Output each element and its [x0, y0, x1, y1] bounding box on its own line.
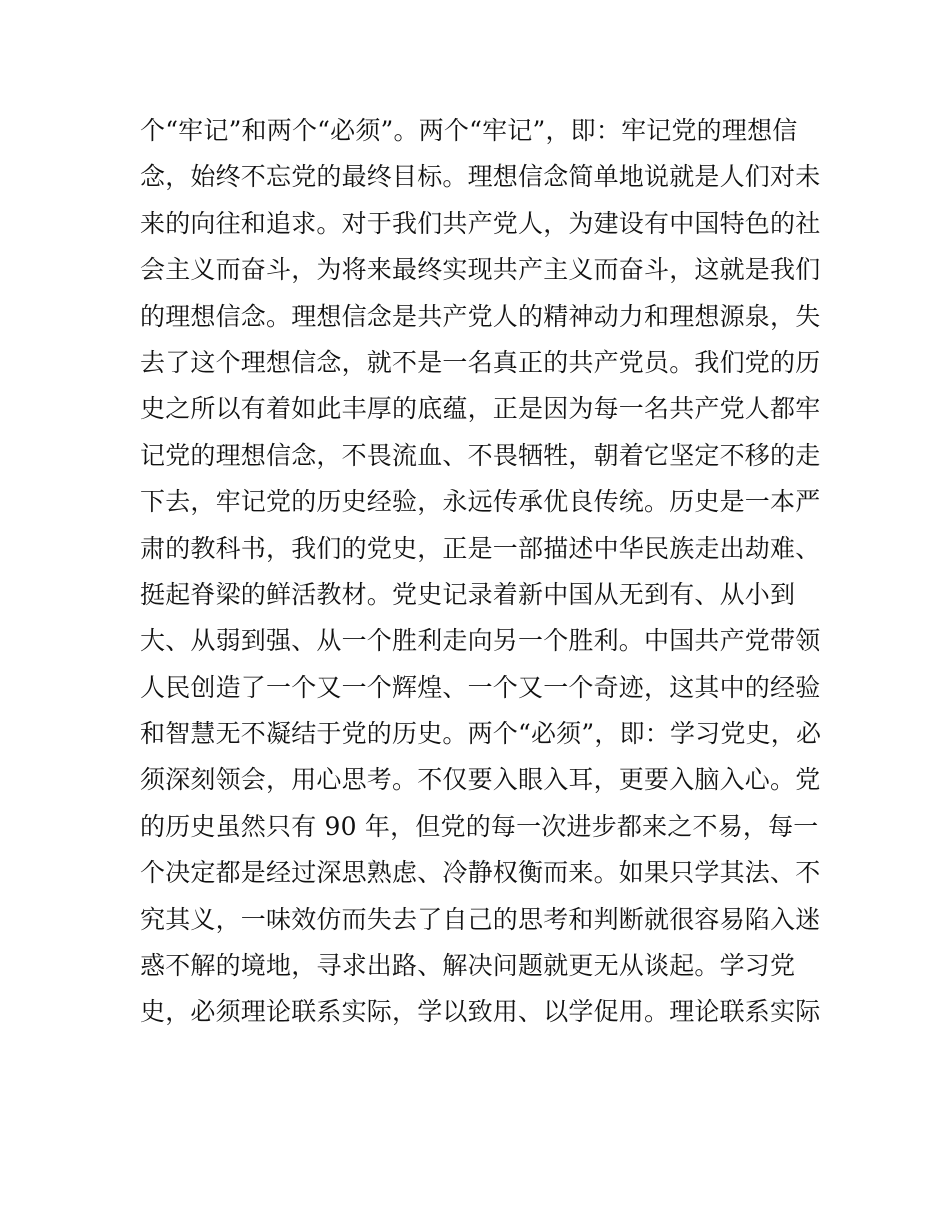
- text-line: 来的向往和追求。对于我们共产党人，为建设有中国特色的社: [140, 208, 821, 238]
- text-line: 大、从弱到强、从一个胜利走向另一个胜利。中国共产党带领: [140, 626, 821, 656]
- text-line: 须深刻领会，用心思考。不仅要入眼入耳，更要入脑入心。党: [140, 765, 821, 795]
- text-line: 会主义而奋斗，为将来最终实现共产主义而奋斗，这就是我们: [140, 255, 821, 285]
- text-line: 和智慧无不凝结于党的历史。两个“必须”，即：学习党史，必: [140, 719, 822, 749]
- text-line: 惑不解的境地，寻求出路、解决问题就更无从谈起。学习党: [140, 951, 796, 981]
- text-line: 的理想信念。理想信念是共产党人的精神动力和理想源泉，失: [140, 301, 821, 331]
- text-line: 记党的理想信念，不畏流血、不畏牺牲，朝着它坚定不移的走: [140, 440, 821, 470]
- text-line: 的历史虽然只有 90 年，但党的每一次进步都来之不易，每一: [140, 811, 819, 841]
- text-line: 下去，牢记党的历史经验，永远传承优良传统。历史是一本严: [140, 487, 821, 517]
- text-line: 个决定都是经过深思熟虑、冷静权衡而来。如果只学其法、不: [140, 858, 821, 888]
- text-line: 念，始终不忘党的最终目标。理想信念简单地说就是人们对未: [140, 162, 821, 192]
- text-line: 个“牢记”和两个“必须”。两个“牢记”，即：牢记党的理想信: [140, 116, 798, 145]
- text-line: 肃的教科书，我们的党史，正是一部描述中华民族走出劫难、: [140, 533, 821, 563]
- text-line: 去了这个理想信念，就不是一名真正的共产党员。我们党的历: [140, 347, 821, 377]
- text-line: 究其义，一味效仿而失去了自己的思考和判断就很容易陷入迷: [140, 904, 821, 934]
- text-line: 挺起脊梁的鲜活教材。党史记录着新中国从无到有、从小到: [140, 579, 796, 609]
- body-text: [140, 108, 820, 1036]
- text-line: 人民创造了一个又一个辉煌、一个又一个奇迹，这其中的经验: [140, 672, 821, 702]
- text-line: 史之所以有着如此丰厚的底蕴，正是因为每一名共产党人都牢: [140, 394, 821, 424]
- text-line: 史，必须理论联系实际，学以致用、以学促用。理论联系实际: [140, 997, 821, 1027]
